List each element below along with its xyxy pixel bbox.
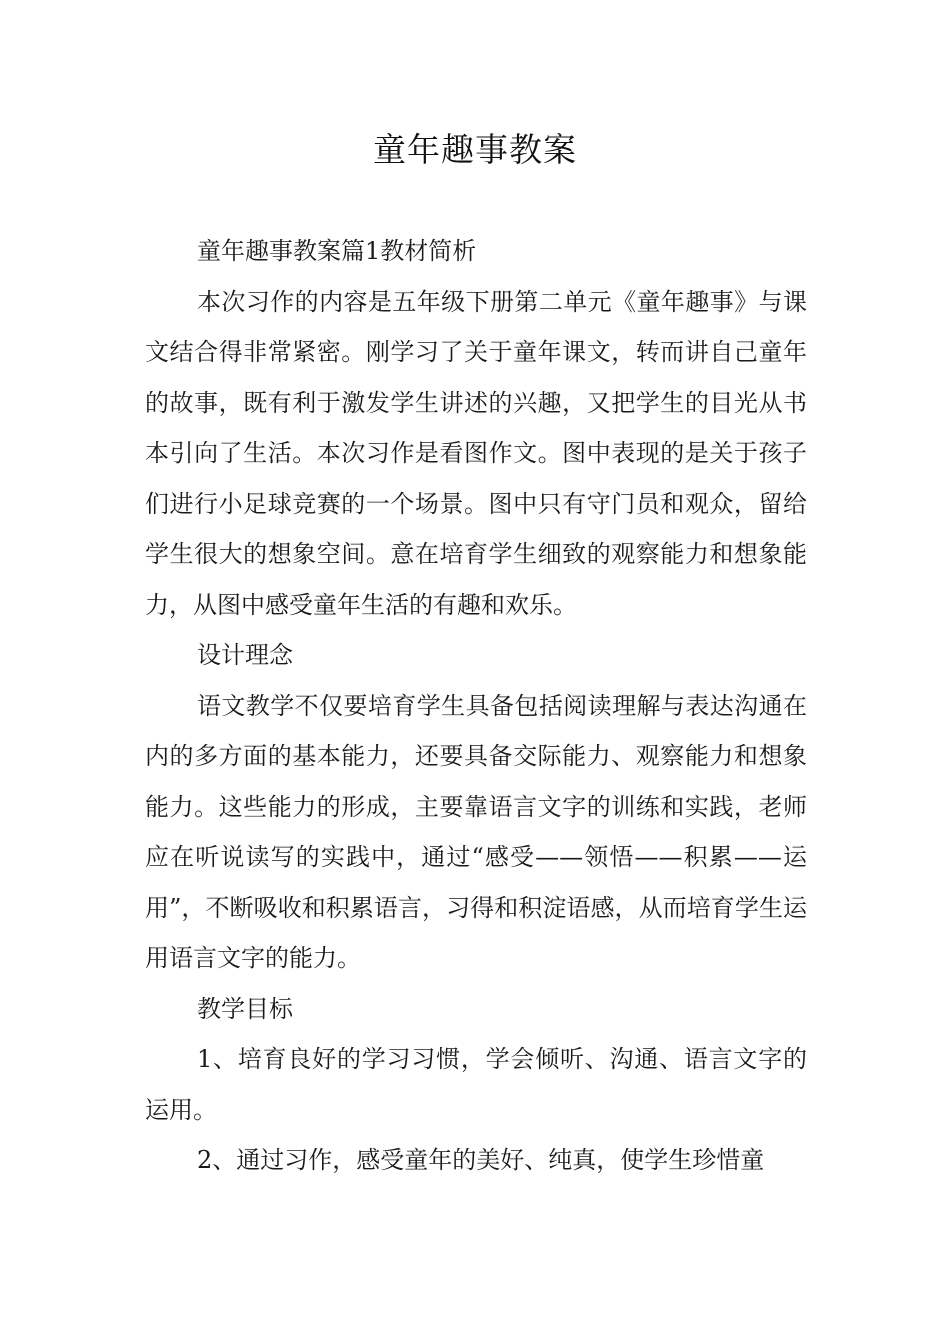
paragraph-material-analysis: 本次习作的内容是五年级下册第二单元《童年趣事》与课文结合得非常紧密。刚学习了关于童年课文，转而讲自己童年的故事，既有利于激发学生讲述的兴趣，又把学生的目光从书本引向了生活。本次习作是看图作文。图中表现的是关于孩子们进行小足球竞赛的一个场景。图中只有守门员和观众，留给学生很大的想象空间。意在培育学生细致的观察能力和想象能力，从图中感受童年生活的有趣和欢乐。	[145, 287, 807, 619]
section-heading-lesson-plan-1: 童年趣事教案篇1教材简析	[197, 237, 477, 265]
section-heading-design-concept: 设计理念	[197, 641, 293, 669]
document-title: 童年趣事教案	[373, 130, 577, 169]
paragraph-design-concept: 语文教学不仅要培育学生具备包括阅读理解与表达沟通在内的多方面的基本能力，还要具备交际能力、观察能力和想象能力。这些能力的形成，主要靠语言文字的训练和实践，老师应在听说读写的实践中，通过“感受——领悟——积累——运用”，不断吸收和积累语言，习得和积淀语感，从而培育学生运用语言文字的能力。	[145, 691, 807, 972]
goal-item-1: 1、培育良好的学习习惯，学会倾听、沟通、语言文字的运用。	[145, 1045, 807, 1124]
goal-item-2: 2、通过习作，感受童年的美好、纯真，使学生珍惜童	[197, 1146, 765, 1174]
document-body	[145, 226, 807, 1186]
section-heading-teaching-goals: 教学目标	[197, 994, 293, 1023]
